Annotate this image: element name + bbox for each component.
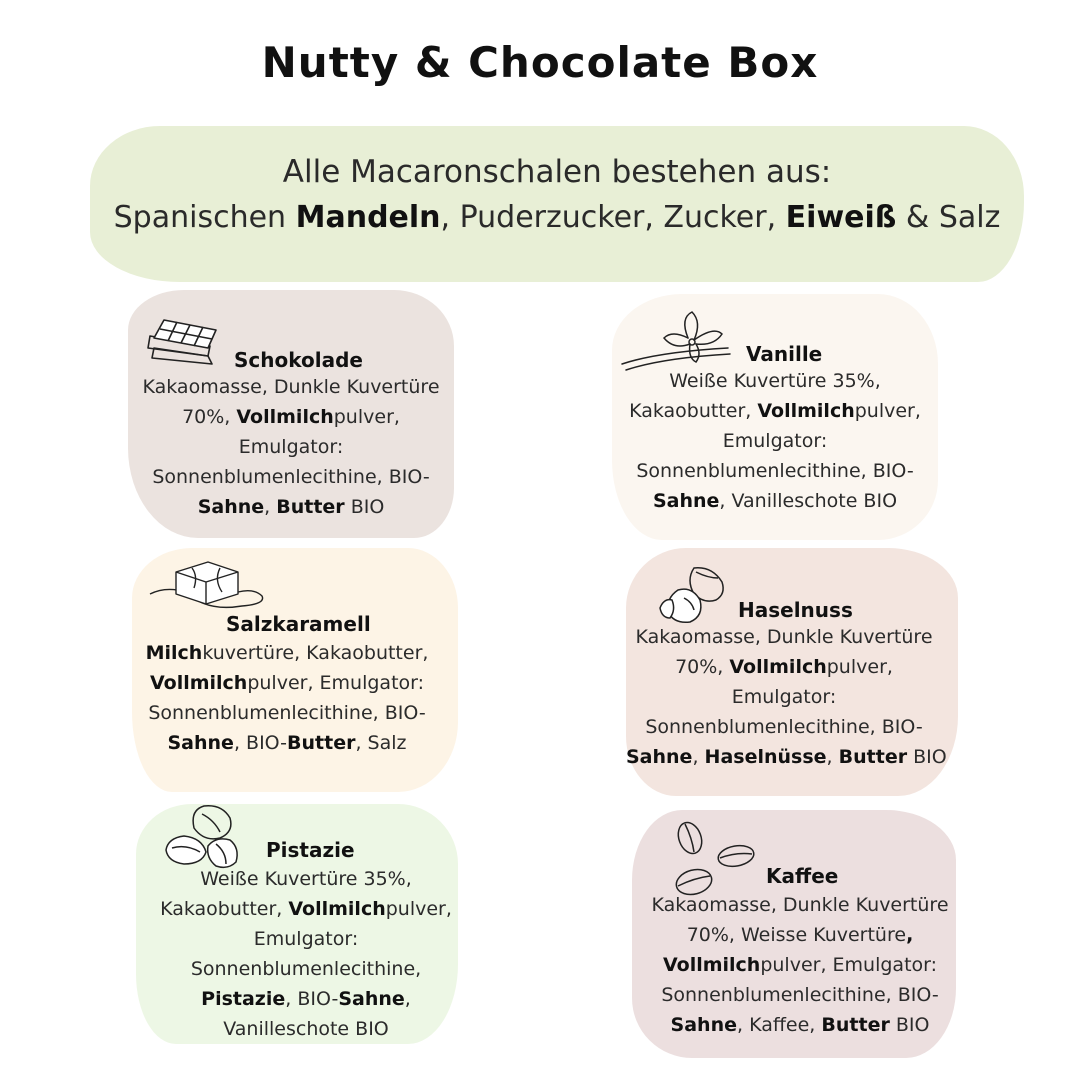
ingredient-segment: 70%, Weisse Kuvertüre <box>686 924 907 946</box>
ingredient-segment: pulver, Emulgator: <box>760 954 938 976</box>
ingredient-line <box>632 1010 968 1040</box>
ingredient-segment: Vollmilch <box>662 954 761 976</box>
card-haselnuss-ingredients <box>626 622 947 772</box>
ingredient-segment: , <box>264 496 277 518</box>
ingredient-segment: pulver, <box>826 656 893 678</box>
ingredient-segment: Haselnüsse <box>704 746 827 768</box>
ingredient-segment: pulver, <box>854 400 921 422</box>
ingredient-segment: , <box>404 988 411 1010</box>
card-kaffee-title: Kaffee <box>766 864 839 888</box>
ingredient-line <box>626 742 947 772</box>
ingredient-segment: Sahne <box>338 988 405 1010</box>
ingredient-segment: Weiße Kuvertüre 35%, <box>669 370 881 392</box>
page-title: Nutty & Chocolate Box <box>261 38 819 87</box>
ingredient-segment: Emulgator: <box>722 430 828 452</box>
chocolate-bar-icon <box>146 316 220 368</box>
card-schokolade-ingredients <box>110 372 472 522</box>
ingredient-segment: BIO <box>907 746 947 768</box>
ingredient-segment: Butter <box>838 746 908 768</box>
ingredient-line <box>110 402 472 432</box>
intro-banner <box>90 126 1024 282</box>
ingredient-segment: , Kaffee, <box>736 1014 822 1036</box>
ingredient-line <box>612 486 938 516</box>
ingredient-segment: Sahne <box>626 746 693 768</box>
ingredient-segment: Sonnenblumenlecithine, BIO- <box>645 716 923 738</box>
card-haselnuss <box>626 548 958 796</box>
ingredient-line <box>136 984 476 1014</box>
card-schokolade-title: Schokolade <box>234 348 363 372</box>
ingredient-segment: Sahne <box>167 732 234 754</box>
intro-text-segment: Mandeln <box>295 200 441 235</box>
ingredient-segment: kuvertüre, Kakaobutter, <box>202 642 429 664</box>
card-vanille-ingredients <box>612 366 938 516</box>
card-vanille <box>612 294 938 540</box>
ingredient-segment: Sahne <box>197 496 265 518</box>
card-haselnuss-title: Haselnuss <box>738 598 853 622</box>
ingredient-segment: Butter <box>276 496 345 518</box>
ingredient-segment: Pistazie <box>201 988 286 1010</box>
coffee-beans-icon <box>670 816 760 898</box>
ingredient-line <box>612 426 938 456</box>
ingredient-segment: Milch <box>145 642 203 664</box>
ingredient-segment: Sonnenblumenlecithine, BIO- <box>148 702 426 724</box>
ingredient-line <box>632 950 968 980</box>
ingredient-segment: Vollmilch <box>757 400 855 422</box>
ingredient-segment: Sonnenblumenlecithine, BIO- <box>636 460 914 482</box>
ingredient-segment: Sahne <box>652 490 720 512</box>
ingredient-line <box>612 456 938 486</box>
card-kaffee-ingredients <box>632 890 968 1040</box>
ingredient-segment: , <box>826 746 839 768</box>
ingredient-line <box>632 890 968 920</box>
ingredient-segment: Emulgator: <box>731 686 837 708</box>
ingredient-segment: Vollmilch <box>149 672 248 694</box>
ingredient-line <box>110 492 472 522</box>
hazelnut-icon <box>656 564 730 626</box>
ingredient-line <box>626 622 942 652</box>
ingredient-segment: Sonnenblumenlecithine, BIO- <box>661 984 939 1006</box>
ingredient-segment: Kakaomasse, Dunkle Kuvertüre <box>651 894 949 916</box>
card-pistazie-ingredients <box>136 864 476 1044</box>
ingredient-segment: Emulgator: <box>253 928 359 950</box>
ingredient-segment: Sahne <box>670 1014 737 1036</box>
ingredient-line <box>626 682 942 712</box>
card-salzkaramell-ingredients <box>132 638 442 758</box>
ingredient-segment: BIO <box>344 496 385 518</box>
ingredient-segment: , Salz <box>355 732 407 754</box>
card-salzkaramell-title: Salzkaramell <box>226 612 371 636</box>
ingredient-segment: , BIO- <box>285 988 339 1010</box>
ingredient-line <box>136 924 476 954</box>
ingredient-segment: , <box>906 924 914 946</box>
butter-icon <box>146 554 272 620</box>
ingredient-segment: pulver, Emulgator: <box>247 672 425 694</box>
ingredient-segment: Kakaomasse, Dunkle Kuvertüre <box>142 376 440 398</box>
ingredient-line <box>626 712 942 742</box>
ingredient-line <box>132 668 442 698</box>
ingredient-line <box>632 920 968 950</box>
card-kaffee <box>632 810 956 1058</box>
intro-text-segment: Spanischen <box>113 200 296 235</box>
ingredient-line <box>136 864 476 894</box>
ingredient-segment: Vollmilch <box>729 656 827 678</box>
ingredient-segment: Butter <box>821 1014 890 1036</box>
ingredient-segment: 70%, <box>675 656 730 678</box>
intro-text-segment: , Puderzucker, Zucker, <box>440 200 786 235</box>
ingredient-segment: Sonnenblumenlecithine, BIO- <box>152 466 430 488</box>
ingredient-segment: Vollmilch <box>236 406 334 428</box>
intro-text-segment: & Salz <box>896 200 1001 235</box>
ingredient-segment: , <box>692 746 705 768</box>
ingredient-segment: , Vanilleschote BIO <box>719 490 898 512</box>
ingredient-segment: Kakaomasse, Dunkle Kuvertüre <box>635 626 933 648</box>
ingredient-segment: pulver, <box>333 406 400 428</box>
card-pistazie <box>136 804 458 1044</box>
ingredient-segment: Sonnenblumenlecithine, <box>190 958 422 980</box>
ingredient-segment: Vanilleschote BIO <box>223 1018 389 1040</box>
ingredient-segment: Kakaobutter, <box>160 898 289 920</box>
intro-text-segment: Eiweiß <box>785 200 897 235</box>
card-salzkaramell <box>132 548 458 792</box>
ingredient-segment: Butter <box>287 732 356 754</box>
ingredient-line <box>136 1014 476 1044</box>
ingredient-segment: 70%, <box>182 406 237 428</box>
ingredient-segment: Emulgator: <box>238 436 344 458</box>
ingredient-line <box>110 432 472 462</box>
ingredient-line <box>132 638 442 668</box>
ingredient-line <box>136 894 476 924</box>
ingredient-line <box>612 366 938 396</box>
ingredient-segment: Kakaobutter, <box>629 400 758 422</box>
card-schokolade <box>128 290 454 538</box>
card-vanille-title: Vanille <box>746 342 823 366</box>
card-pistazie-title: Pistazie <box>266 838 355 862</box>
ingredient-line <box>132 698 442 728</box>
ingredient-line <box>136 954 476 984</box>
ingredient-line <box>626 652 942 682</box>
intro-line-1: Alle Macaronschalen bestehen aus: <box>282 154 832 190</box>
ingredient-line <box>612 396 938 426</box>
ingredient-line <box>110 372 472 402</box>
ingredient-line <box>132 728 442 758</box>
ingredient-line <box>110 462 472 492</box>
intro-line-2 <box>90 200 1024 235</box>
ingredient-segment: Vollmilch <box>288 898 386 920</box>
ingredient-line <box>632 980 968 1010</box>
ingredient-segment: BIO <box>889 1014 930 1036</box>
ingredient-segment: , BIO- <box>233 732 288 754</box>
ingredient-segment: Weiße Kuvertüre 35%, <box>200 868 412 890</box>
ingredient-segment: pulver, <box>385 898 452 920</box>
